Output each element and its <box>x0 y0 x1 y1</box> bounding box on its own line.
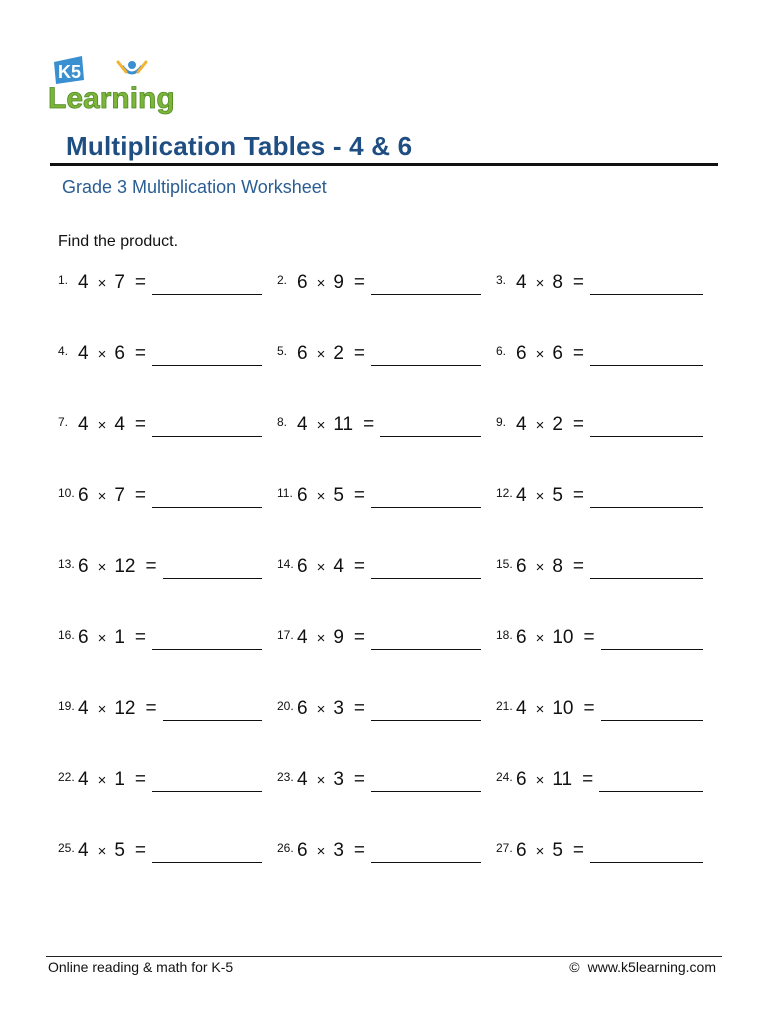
problem-expression <box>516 343 703 366</box>
problem-expression <box>78 556 262 579</box>
times-sign: × <box>97 843 107 860</box>
first-factor: 6 <box>78 556 89 577</box>
times-sign: × <box>535 843 545 860</box>
answer-blank[interactable] <box>590 556 703 579</box>
first-factor: 4 <box>78 343 89 364</box>
answer-blank[interactable] <box>380 414 481 437</box>
problem-number: 7. <box>58 415 69 429</box>
problem-number: 1. <box>58 273 69 287</box>
problem-expression <box>78 272 262 295</box>
problem-expression <box>516 698 703 721</box>
problem-number: 13. <box>58 557 75 571</box>
equals-sign: = <box>363 414 375 435</box>
first-factor: 4 <box>78 272 89 293</box>
problem-item <box>496 479 718 550</box>
equals-sign: = <box>134 840 147 861</box>
svg-text:K5: K5 <box>58 62 82 82</box>
problem-item <box>58 550 277 621</box>
answer-blank[interactable] <box>601 627 703 650</box>
times-sign: × <box>97 772 107 789</box>
second-factor: 7 <box>114 272 125 293</box>
answer-blank[interactable] <box>152 343 262 366</box>
equals-sign: = <box>353 556 366 577</box>
second-factor: 10 <box>552 698 574 719</box>
problem-number: 21. <box>496 699 513 713</box>
answer-blank[interactable] <box>590 840 703 863</box>
footer-url: www.k5learning.com <box>587 959 716 975</box>
second-factor: 8 <box>552 556 563 577</box>
first-factor: 4 <box>297 627 308 648</box>
problem-number: 5. <box>277 344 288 358</box>
first-factor: 6 <box>516 840 527 861</box>
answer-blank[interactable] <box>590 485 703 508</box>
equals-sign: = <box>134 485 147 506</box>
problem-item <box>58 763 277 834</box>
equals-sign: = <box>572 556 585 577</box>
times-sign: × <box>316 417 326 434</box>
k5-learning-logo <box>46 50 188 116</box>
second-factor: 4 <box>333 556 344 577</box>
answer-blank[interactable] <box>152 272 262 295</box>
second-factor: 3 <box>333 698 344 719</box>
problem-item <box>58 692 277 763</box>
second-factor: 11 <box>552 769 573 790</box>
times-sign: × <box>97 559 107 576</box>
first-factor: 4 <box>297 414 308 435</box>
page-title: Multiplication Tables - 4 & 6 <box>66 131 413 161</box>
equals-sign: = <box>134 627 147 648</box>
problem-number: 18. <box>496 628 513 642</box>
problem-expression <box>297 698 481 721</box>
times-sign: × <box>316 772 326 789</box>
problem-item <box>277 266 496 337</box>
times-sign: × <box>535 346 545 363</box>
equals-sign: = <box>583 698 595 719</box>
problem-item <box>496 834 718 905</box>
problem-expression <box>78 414 262 437</box>
problem-item <box>58 621 277 692</box>
first-factor: 6 <box>297 840 308 861</box>
problem-item <box>496 266 718 337</box>
answer-blank[interactable] <box>371 840 481 863</box>
equals-sign: = <box>353 840 366 861</box>
second-factor: 2 <box>552 414 563 435</box>
first-factor: 4 <box>78 414 89 435</box>
problem-expression <box>78 627 262 650</box>
problem-expression <box>78 485 262 508</box>
first-factor: 4 <box>297 769 308 790</box>
times-sign: × <box>97 701 107 718</box>
problem-item <box>58 479 277 550</box>
first-factor: 6 <box>297 272 308 293</box>
equals-sign: = <box>353 485 366 506</box>
problem-expression <box>78 698 262 721</box>
equals-sign: = <box>145 556 157 577</box>
equals-sign: = <box>353 627 366 648</box>
times-sign: × <box>535 275 545 292</box>
times-sign: × <box>535 630 545 647</box>
answer-blank[interactable] <box>371 343 481 366</box>
second-factor: 8 <box>552 272 563 293</box>
equals-sign: = <box>583 627 595 648</box>
problem-item <box>277 408 496 479</box>
problem-expression <box>297 343 481 366</box>
problem-item <box>496 692 718 763</box>
equals-sign: = <box>353 272 366 293</box>
problem-item <box>58 834 277 905</box>
problem-number: 16. <box>58 628 75 642</box>
svg-text:Learning: Learning <box>48 82 175 115</box>
second-factor: 1 <box>114 769 125 790</box>
times-sign: × <box>535 559 545 576</box>
problem-expression <box>78 343 262 366</box>
equals-sign: = <box>572 343 585 364</box>
problem-number: 24. <box>496 770 513 784</box>
times-sign: × <box>97 488 107 505</box>
equals-sign: = <box>353 698 366 719</box>
problem-number: 8. <box>277 415 288 429</box>
answer-blank[interactable] <box>590 343 703 366</box>
second-factor: 5 <box>552 840 563 861</box>
problem-item <box>277 337 496 408</box>
problem-expression <box>297 485 481 508</box>
times-sign: × <box>316 275 326 292</box>
answer-blank[interactable] <box>601 698 703 721</box>
times-sign: × <box>97 417 107 434</box>
first-factor: 4 <box>78 840 89 861</box>
times-sign: × <box>535 772 545 789</box>
problem-expression <box>78 840 262 863</box>
times-sign: × <box>316 843 326 860</box>
answer-blank[interactable] <box>152 414 262 437</box>
second-factor: 7 <box>114 485 125 506</box>
footer-tagline: Online reading & math for K-5 <box>48 959 234 975</box>
times-sign: × <box>97 630 107 647</box>
answer-blank[interactable] <box>371 769 481 792</box>
problem-number: 3. <box>496 273 507 287</box>
first-factor: 6 <box>78 627 89 648</box>
second-factor: 6 <box>552 343 563 364</box>
second-factor: 5 <box>552 485 563 506</box>
second-factor: 1 <box>114 627 125 648</box>
problem-expression <box>516 556 703 579</box>
first-factor: 6 <box>516 343 527 364</box>
first-factor: 6 <box>297 556 308 577</box>
first-factor: 4 <box>516 698 527 719</box>
equals-sign: = <box>572 840 585 861</box>
first-factor: 4 <box>78 698 89 719</box>
problem-expression <box>516 769 703 792</box>
problem-item <box>496 763 718 834</box>
problem-number: 17. <box>277 628 294 642</box>
answer-blank[interactable] <box>152 485 262 508</box>
equals-sign: = <box>353 343 366 364</box>
times-sign: × <box>97 346 107 363</box>
problem-number: 20. <box>277 699 294 713</box>
problem-item <box>277 834 496 905</box>
footer-divider <box>46 956 722 957</box>
second-factor: 4 <box>114 414 125 435</box>
answer-blank[interactable] <box>152 840 262 863</box>
problem-number: 10. <box>58 486 75 500</box>
second-factor: 6 <box>114 343 125 364</box>
first-factor: 4 <box>516 414 527 435</box>
problem-expression <box>78 769 262 792</box>
answer-blank[interactable] <box>371 556 481 579</box>
equals-sign: = <box>134 769 147 790</box>
answer-blank[interactable] <box>371 272 481 295</box>
problem-number: 22. <box>58 770 75 784</box>
answer-blank[interactable] <box>152 627 262 650</box>
answer-blank[interactable] <box>590 414 703 437</box>
problem-expression <box>516 485 703 508</box>
second-factor: 12 <box>114 698 136 719</box>
answer-blank[interactable] <box>590 272 703 295</box>
problem-item <box>58 266 277 337</box>
problem-item <box>277 550 496 621</box>
answer-blank[interactable] <box>371 485 481 508</box>
second-factor: 9 <box>333 272 344 293</box>
problem-item <box>496 621 718 692</box>
first-factor: 6 <box>78 485 89 506</box>
problem-expression <box>297 840 481 863</box>
problem-expression <box>516 414 703 437</box>
problem-expression <box>516 272 703 295</box>
problem-item <box>496 408 718 479</box>
times-sign: × <box>535 488 545 505</box>
problem-number: 19. <box>58 699 75 713</box>
times-sign: × <box>535 417 545 434</box>
instructions: Find the product. <box>58 233 179 250</box>
second-factor: 5 <box>114 840 125 861</box>
answer-blank[interactable] <box>163 556 262 579</box>
second-factor: 3 <box>333 769 344 790</box>
problem-item <box>277 692 496 763</box>
problem-number: 4. <box>58 344 69 358</box>
problem-number: 15. <box>496 557 513 571</box>
first-factor: 6 <box>297 698 308 719</box>
title-divider <box>50 163 718 166</box>
second-factor: 3 <box>333 840 344 861</box>
answer-blank[interactable] <box>152 769 262 792</box>
footer-website <box>569 959 716 975</box>
times-sign: × <box>97 275 107 292</box>
second-factor: 9 <box>333 627 344 648</box>
problem-number: 12. <box>496 486 513 500</box>
problem-expression <box>297 556 481 579</box>
problem-item <box>58 337 277 408</box>
problem-expression <box>516 627 703 650</box>
second-factor: 12 <box>114 556 136 577</box>
times-sign: × <box>316 630 326 647</box>
problem-number: 2. <box>277 273 288 287</box>
first-factor: 6 <box>297 343 308 364</box>
first-factor: 6 <box>516 627 527 648</box>
equals-sign: = <box>572 485 585 506</box>
second-factor: 2 <box>333 343 344 364</box>
first-factor: 6 <box>297 485 308 506</box>
equals-sign: = <box>134 272 147 293</box>
problem-number: 11. <box>277 486 293 500</box>
answer-blank[interactable] <box>599 769 703 792</box>
problem-number: 25. <box>58 841 75 855</box>
first-factor: 6 <box>516 769 527 790</box>
equals-sign: = <box>353 769 366 790</box>
second-factor: 5 <box>333 485 344 506</box>
times-sign: × <box>316 701 326 718</box>
problem-grid <box>58 266 718 905</box>
problem-number: 27. <box>496 841 513 855</box>
answer-blank[interactable] <box>371 627 481 650</box>
times-sign: × <box>316 488 326 505</box>
problem-item <box>496 337 718 408</box>
copyright-icon: © <box>569 959 580 975</box>
problem-number: 14. <box>277 557 294 571</box>
problem-item <box>58 408 277 479</box>
times-sign: × <box>316 346 326 363</box>
equals-sign: = <box>572 272 585 293</box>
equals-sign: = <box>572 414 585 435</box>
problem-number: 23. <box>277 770 294 784</box>
equals-sign: = <box>582 769 594 790</box>
problem-expression <box>516 840 703 863</box>
first-factor: 4 <box>516 272 527 293</box>
answer-blank[interactable] <box>163 698 262 721</box>
problem-item <box>496 550 718 621</box>
times-sign: × <box>316 559 326 576</box>
first-factor: 4 <box>78 769 89 790</box>
problem-expression <box>297 272 481 295</box>
problem-expression <box>297 414 481 437</box>
second-factor: 11 <box>333 414 354 435</box>
worksheet-subtitle: Grade 3 Multiplication Worksheet <box>62 177 327 197</box>
equals-sign: = <box>134 343 147 364</box>
first-factor: 4 <box>516 485 527 506</box>
second-factor: 10 <box>552 627 574 648</box>
equals-sign: = <box>134 414 147 435</box>
equals-sign: = <box>145 698 157 719</box>
first-factor: 6 <box>516 556 527 577</box>
problem-item <box>277 479 496 550</box>
problem-expression <box>297 769 481 792</box>
answer-blank[interactable] <box>371 698 481 721</box>
problem-item <box>277 763 496 834</box>
problem-item <box>277 621 496 692</box>
problem-expression <box>297 627 481 650</box>
problem-number: 26. <box>277 841 294 855</box>
problem-number: 6. <box>496 344 507 358</box>
times-sign: × <box>535 701 545 718</box>
problem-number: 9. <box>496 415 507 429</box>
